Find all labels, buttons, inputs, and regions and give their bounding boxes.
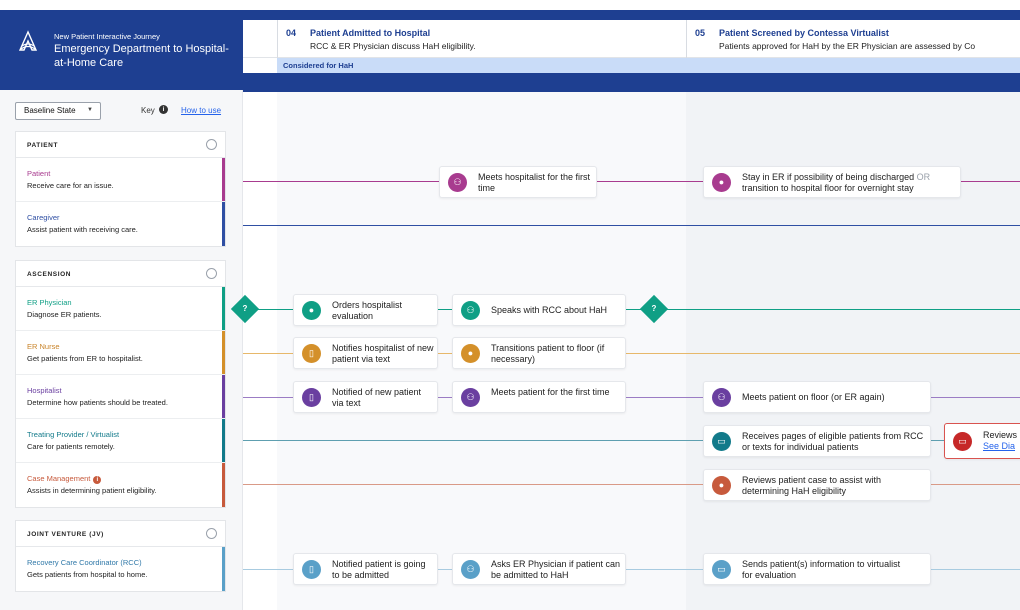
role-desc: Assist patient with receiving care.	[27, 225, 138, 234]
app-subtitle: New Patient Interactive Journey	[54, 32, 160, 41]
phase-row-clip	[243, 20, 1020, 58]
journey-board[interactable]	[243, 10, 1020, 610]
person-icon: ●	[712, 173, 731, 192]
chevron-down-icon: ▼	[87, 107, 93, 113]
step-text-wrap	[742, 172, 958, 194]
group-toggle[interactable]	[206, 139, 217, 150]
group-joint-venture	[15, 520, 226, 592]
role-er-nurse[interactable]	[16, 331, 225, 375]
app-title: Emergency Department to Hospital-at-Home Care	[54, 43, 229, 69]
step-text: Stay in ER if possibility of being discharged	[742, 172, 915, 182]
role-color-bar	[222, 547, 225, 591]
logo-icon	[16, 30, 40, 54]
step-text: Speaks with RCC about HaH	[491, 305, 608, 315]
step-text: Reviews patient case to assist with determining HaH eligibility	[742, 475, 882, 496]
role-rcc[interactable]	[16, 547, 225, 591]
group-header	[16, 521, 225, 547]
step-text: Orders hospitalist evaluation	[332, 300, 403, 321]
step-text: Receives pages of eligible patients from RCC or texts for individual patients	[742, 431, 924, 452]
role-name: Hospitalist	[27, 386, 62, 395]
group-label: JOINT VENTURE (JV)	[27, 531, 104, 538]
step-card[interactable]	[452, 294, 626, 326]
phase-number: 05	[695, 28, 706, 38]
role-name: Patient	[27, 169, 51, 178]
top-strip	[243, 10, 1020, 20]
phase-header-row	[243, 20, 1020, 58]
app-header	[0, 10, 243, 90]
group-toggle[interactable]	[206, 268, 217, 279]
role-name: Caregiver	[27, 213, 60, 222]
role-name: Recovery Care Coordinator (RCC)	[27, 558, 142, 567]
group-toggle[interactable]	[206, 528, 217, 539]
group-header	[16, 132, 225, 158]
phase-desc: Patients approved for HaH by the ER Physician are assessed by Co	[719, 41, 976, 51]
step-text: Meets hospitalist for the first time	[478, 172, 591, 193]
or-label: OR	[916, 172, 931, 182]
handshake-icon: ⚇	[461, 301, 480, 320]
step-card[interactable]	[293, 337, 438, 369]
role-desc: Gets patients from hospital to home.	[27, 570, 148, 579]
role-desc: Get patients from ER to hospitalist.	[27, 354, 143, 363]
step-card[interactable]	[452, 553, 626, 585]
info-icon[interactable]: i	[93, 476, 101, 484]
step-card[interactable]	[703, 166, 961, 198]
see-diagram-link[interactable]: See Dia	[983, 441, 1016, 451]
phase-05[interactable]	[686, 20, 1020, 58]
handshake-icon: ⚇	[712, 388, 731, 407]
question-diamond-icon: ?	[651, 304, 657, 313]
step-text: Reviews	[983, 430, 1018, 440]
monitor-icon: ▭	[712, 560, 731, 579]
person-icon: ●	[302, 301, 321, 320]
role-hospitalist[interactable]	[16, 375, 225, 419]
step-card[interactable]	[452, 337, 626, 369]
state-select[interactable]	[15, 102, 101, 120]
step-card[interactable]	[452, 381, 626, 413]
role-desc: Receive care for an issue.	[27, 181, 114, 190]
role-color-bar	[222, 463, 225, 507]
role-name: ER Physician	[27, 298, 72, 307]
nav-band	[243, 73, 1020, 92]
person-icon: ●	[461, 344, 480, 363]
step-text: Sends patient(s) information to virtualist for evaluation	[742, 559, 901, 580]
group-label: PATIENT	[27, 142, 59, 149]
person-icon: ●	[712, 476, 731, 495]
phase-desc: RCC & ER Physician discuss HaH eligibility.	[310, 41, 476, 51]
step-text: Notifies hospitalist of new patient via text	[332, 343, 434, 364]
step-card[interactable]	[703, 381, 931, 413]
step-text: Notified patient is going to be admitted	[332, 559, 426, 580]
group-patient	[15, 131, 226, 247]
step-text: Meets patient for the first time	[491, 387, 610, 397]
phone-icon: ▯	[302, 388, 321, 407]
phase-title: Patient Screened by Contessa Virtualist	[719, 28, 889, 38]
role-name: Case Management	[27, 474, 91, 483]
step-text: Notified of new patient via text	[332, 387, 422, 408]
step-card[interactable]	[293, 381, 438, 413]
considered-label: Considered for HaH	[283, 61, 354, 70]
group-header	[16, 261, 225, 287]
role-desc: Care for patients remotely.	[27, 442, 115, 451]
role-name: Treating Provider / Virtualist	[27, 430, 120, 439]
group-label: ASCENSION	[27, 271, 72, 278]
step-card[interactable]	[703, 553, 931, 585]
role-name-wrap	[27, 474, 101, 484]
phase-04[interactable]	[277, 20, 686, 58]
monitor-icon: ▭	[953, 432, 972, 451]
handshake-icon: ⚇	[461, 388, 480, 407]
step-text: transition to hospital floor for overnight stay	[742, 183, 914, 193]
phase-title: Patient Admitted to Hospital	[310, 28, 431, 38]
step-text-wrap	[983, 430, 1020, 452]
group-ascension	[15, 260, 226, 508]
role-color-bar	[222, 202, 225, 246]
handshake-icon: ⚇	[448, 173, 467, 192]
step-text: Asks ER Physician if patient can be admitted to HaH	[491, 559, 621, 580]
handshake-icon: ⚇	[461, 560, 480, 579]
step-card[interactable]	[439, 166, 597, 198]
phase-column-05	[686, 10, 1020, 610]
considered-band	[277, 58, 1020, 73]
role-patient[interactable]	[16, 158, 225, 202]
role-color-bar	[222, 419, 225, 462]
role-caregiver[interactable]	[16, 202, 225, 246]
role-name: ER Nurse	[27, 342, 60, 351]
role-virtualist[interactable]	[16, 419, 225, 463]
role-desc: Assists in determining patient eligibility.	[27, 486, 157, 495]
key-label: Key	[141, 106, 155, 115]
step-card[interactable]	[293, 553, 438, 585]
role-er-physician[interactable]	[16, 287, 225, 331]
step-card[interactable]	[703, 425, 931, 457]
question-diamond-icon: ?	[242, 304, 248, 313]
phone-icon: ▯	[302, 560, 321, 579]
role-case-management[interactable]	[16, 463, 225, 507]
role-desc: Diagnose ER patients.	[27, 310, 102, 319]
sidebar	[0, 90, 243, 610]
role-color-bar	[222, 287, 225, 330]
phase-number: 04	[286, 28, 297, 38]
monitor-icon: ▭	[712, 432, 731, 451]
step-card-alert[interactable]	[944, 423, 1020, 459]
role-desc: Determine how patients should be treated.	[27, 398, 168, 407]
state-select-value: Baseline State	[24, 106, 76, 115]
step-text: Meets patient on floor (or ER again)	[742, 392, 885, 402]
info-icon[interactable]: i	[159, 105, 168, 114]
step-card[interactable]	[293, 294, 438, 326]
step-text: Transitions patient to floor (if necessary)	[491, 343, 605, 364]
role-color-bar	[222, 331, 225, 374]
phone-icon: ▯	[302, 344, 321, 363]
step-card[interactable]	[703, 469, 931, 501]
how-to-use-link[interactable]: How to use	[181, 106, 222, 115]
role-color-bar	[222, 158, 225, 201]
lane-caregiver	[243, 225, 1020, 226]
role-color-bar	[222, 375, 225, 418]
